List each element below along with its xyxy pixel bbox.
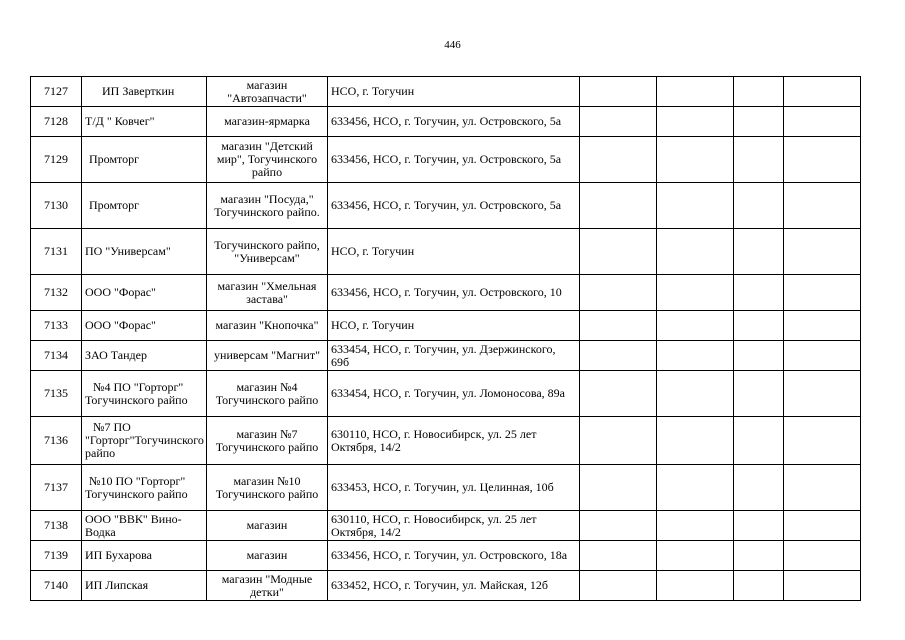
empty-cell — [580, 77, 657, 107]
store-cell: Тогучинского райпо, "Универсам" — [207, 229, 328, 275]
store-cell: магазин "Автозапчасти" — [207, 77, 328, 107]
address-cell: 630110, НСО, г. Новосибирск, ул. 25 лет Октября, 14/2 — [328, 511, 580, 541]
page-number: 446 — [444, 39, 461, 51]
owner-cell: ИП Заверткин — [82, 77, 207, 107]
store-cell: магазин-ярмарка — [207, 107, 328, 137]
owner-cell: Промторг — [82, 137, 207, 183]
empty-cell — [580, 275, 657, 311]
address-cell: НСО, г. Тогучин — [328, 77, 580, 107]
empty-cell — [734, 417, 784, 465]
empty-cell — [657, 511, 734, 541]
table-row — [31, 541, 861, 571]
table-row — [31, 311, 861, 341]
address-cell: 633453, НСО, г. Тогучин, ул. Целинная, 10б — [328, 465, 580, 511]
address-cell: 633454, НСО, г. Тогучин, ул. Дзержинского, 69б — [328, 341, 580, 371]
empty-cell — [734, 311, 784, 341]
empty-cell — [784, 77, 861, 107]
empty-cell — [580, 107, 657, 137]
owner-cell: ЗАО Тандер — [82, 341, 207, 371]
owner-cell: Промторг — [82, 183, 207, 229]
store-cell: универсам "Магнит" — [207, 341, 328, 371]
empty-cell — [657, 371, 734, 417]
empty-cell — [784, 107, 861, 137]
store-cell: магазин "Кнопочка" — [207, 311, 328, 341]
address-cell: 633452, НСО, г. Тогучин, ул. Майская, 12б — [328, 571, 580, 601]
empty-cell — [734, 107, 784, 137]
table-row — [31, 511, 861, 541]
table-row — [31, 571, 861, 601]
row-id-cell: 7131 — [31, 229, 82, 275]
empty-cell — [580, 183, 657, 229]
address-cell: НСО, г. Тогучин — [328, 311, 580, 341]
empty-cell — [784, 541, 861, 571]
empty-cell — [657, 183, 734, 229]
row-id-cell: 7135 — [31, 371, 82, 417]
empty-cell — [657, 541, 734, 571]
table-row — [31, 137, 861, 183]
empty-cell — [657, 107, 734, 137]
address-cell: 633456, НСО, г. Тогучин, ул. Островского, 5а — [328, 183, 580, 229]
address-cell: 633456, НСО, г. Тогучин, ул. Островского, 10 — [328, 275, 580, 311]
empty-cell — [784, 137, 861, 183]
owner-cell: №10 ПО "Горторг" Тогучинского райпо — [82, 465, 207, 511]
empty-cell — [657, 77, 734, 107]
registry-table — [30, 76, 861, 601]
address-cell: 633456, НСО, г. Тогучин, ул. Островского, 5а — [328, 107, 580, 137]
store-cell: магазин "Модные детки" — [207, 571, 328, 601]
table-row — [31, 341, 861, 371]
empty-cell — [580, 311, 657, 341]
empty-cell — [580, 465, 657, 511]
owner-cell: ООО "Форас" — [82, 311, 207, 341]
table-row — [31, 107, 861, 137]
address-cell: 630110, НСО, г. Новосибирск, ул. 25 лет Октября, 14/2 — [328, 417, 580, 465]
empty-cell — [580, 541, 657, 571]
row-id-cell: 7140 — [31, 571, 82, 601]
empty-cell — [784, 275, 861, 311]
empty-cell — [784, 465, 861, 511]
empty-cell — [734, 571, 784, 601]
table-row — [31, 183, 861, 229]
table-row — [31, 275, 861, 311]
row-id-cell: 7139 — [31, 541, 82, 571]
empty-cell — [580, 341, 657, 371]
table-row — [31, 77, 861, 107]
empty-cell — [734, 511, 784, 541]
empty-cell — [784, 571, 861, 601]
owner-cell: №7 ПО "Горторг"Тогучинского райпо — [82, 417, 207, 465]
empty-cell — [657, 417, 734, 465]
empty-cell — [580, 229, 657, 275]
empty-cell — [580, 137, 657, 183]
empty-cell — [657, 341, 734, 371]
empty-cell — [734, 137, 784, 183]
store-cell: магазин №7 Тогучинского райпо — [207, 417, 328, 465]
owner-cell: ООО "Форас" — [82, 275, 207, 311]
empty-cell — [734, 371, 784, 417]
empty-cell — [657, 311, 734, 341]
table-row — [31, 465, 861, 511]
table-row — [31, 417, 861, 465]
row-id-cell: 7138 — [31, 511, 82, 541]
row-id-cell: 7137 — [31, 465, 82, 511]
owner-cell: ООО "ВВК" Вино-Водка — [82, 511, 207, 541]
address-cell: 633456, НСО, г. Тогучин, ул. Островского, 5а — [328, 137, 580, 183]
owner-cell: ИП Бухарова — [82, 541, 207, 571]
address-cell: НСО, г. Тогучин — [328, 229, 580, 275]
empty-cell — [580, 511, 657, 541]
store-cell: магазин №4 Тогучинского райпо — [207, 371, 328, 417]
row-id-cell: 7134 — [31, 341, 82, 371]
empty-cell — [734, 465, 784, 511]
empty-cell — [580, 371, 657, 417]
address-cell: 633454, НСО, г. Тогучин, ул. Ломоносова, 89а — [328, 371, 580, 417]
store-cell: магазин "Детский мир", Тогучинского райпо — [207, 137, 328, 183]
row-id-cell: 7130 — [31, 183, 82, 229]
empty-cell — [784, 341, 861, 371]
empty-cell — [784, 371, 861, 417]
empty-cell — [734, 229, 784, 275]
empty-cell — [784, 311, 861, 341]
row-id-cell: 7136 — [31, 417, 82, 465]
owner-cell: Т/Д " Ковчег" — [82, 107, 207, 137]
empty-cell — [734, 183, 784, 229]
store-cell: магазин — [207, 511, 328, 541]
table-row — [31, 371, 861, 417]
empty-cell — [657, 571, 734, 601]
row-id-cell: 7127 — [31, 77, 82, 107]
row-id-cell: 7132 — [31, 275, 82, 311]
empty-cell — [580, 571, 657, 601]
empty-cell — [734, 341, 784, 371]
empty-cell — [784, 183, 861, 229]
store-cell: магазин "Хмельная застава" — [207, 275, 328, 311]
empty-cell — [657, 229, 734, 275]
row-id-cell: 7128 — [31, 107, 82, 137]
address-cell: 633456, НСО, г. Тогучин, ул. Островского, 18а — [328, 541, 580, 571]
owner-cell: №4 ПО "Горторг" Тогучинского райпо — [82, 371, 207, 417]
row-id-cell: 7129 — [31, 137, 82, 183]
store-cell: магазин №10 Тогучинского райпо — [207, 465, 328, 511]
owner-cell: ПО "Универсам" — [82, 229, 207, 275]
empty-cell — [734, 77, 784, 107]
store-cell: магазин — [207, 541, 328, 571]
empty-cell — [580, 417, 657, 465]
owner-cell: ИП Липская — [82, 571, 207, 601]
empty-cell — [657, 275, 734, 311]
table-row — [31, 229, 861, 275]
row-id-cell: 7133 — [31, 311, 82, 341]
store-cell: магазин "Посуда," Тогучинского райпо. — [207, 183, 328, 229]
empty-cell — [784, 229, 861, 275]
empty-cell — [784, 417, 861, 465]
empty-cell — [734, 275, 784, 311]
empty-cell — [657, 137, 734, 183]
empty-cell — [734, 541, 784, 571]
empty-cell — [784, 511, 861, 541]
empty-cell — [657, 465, 734, 511]
